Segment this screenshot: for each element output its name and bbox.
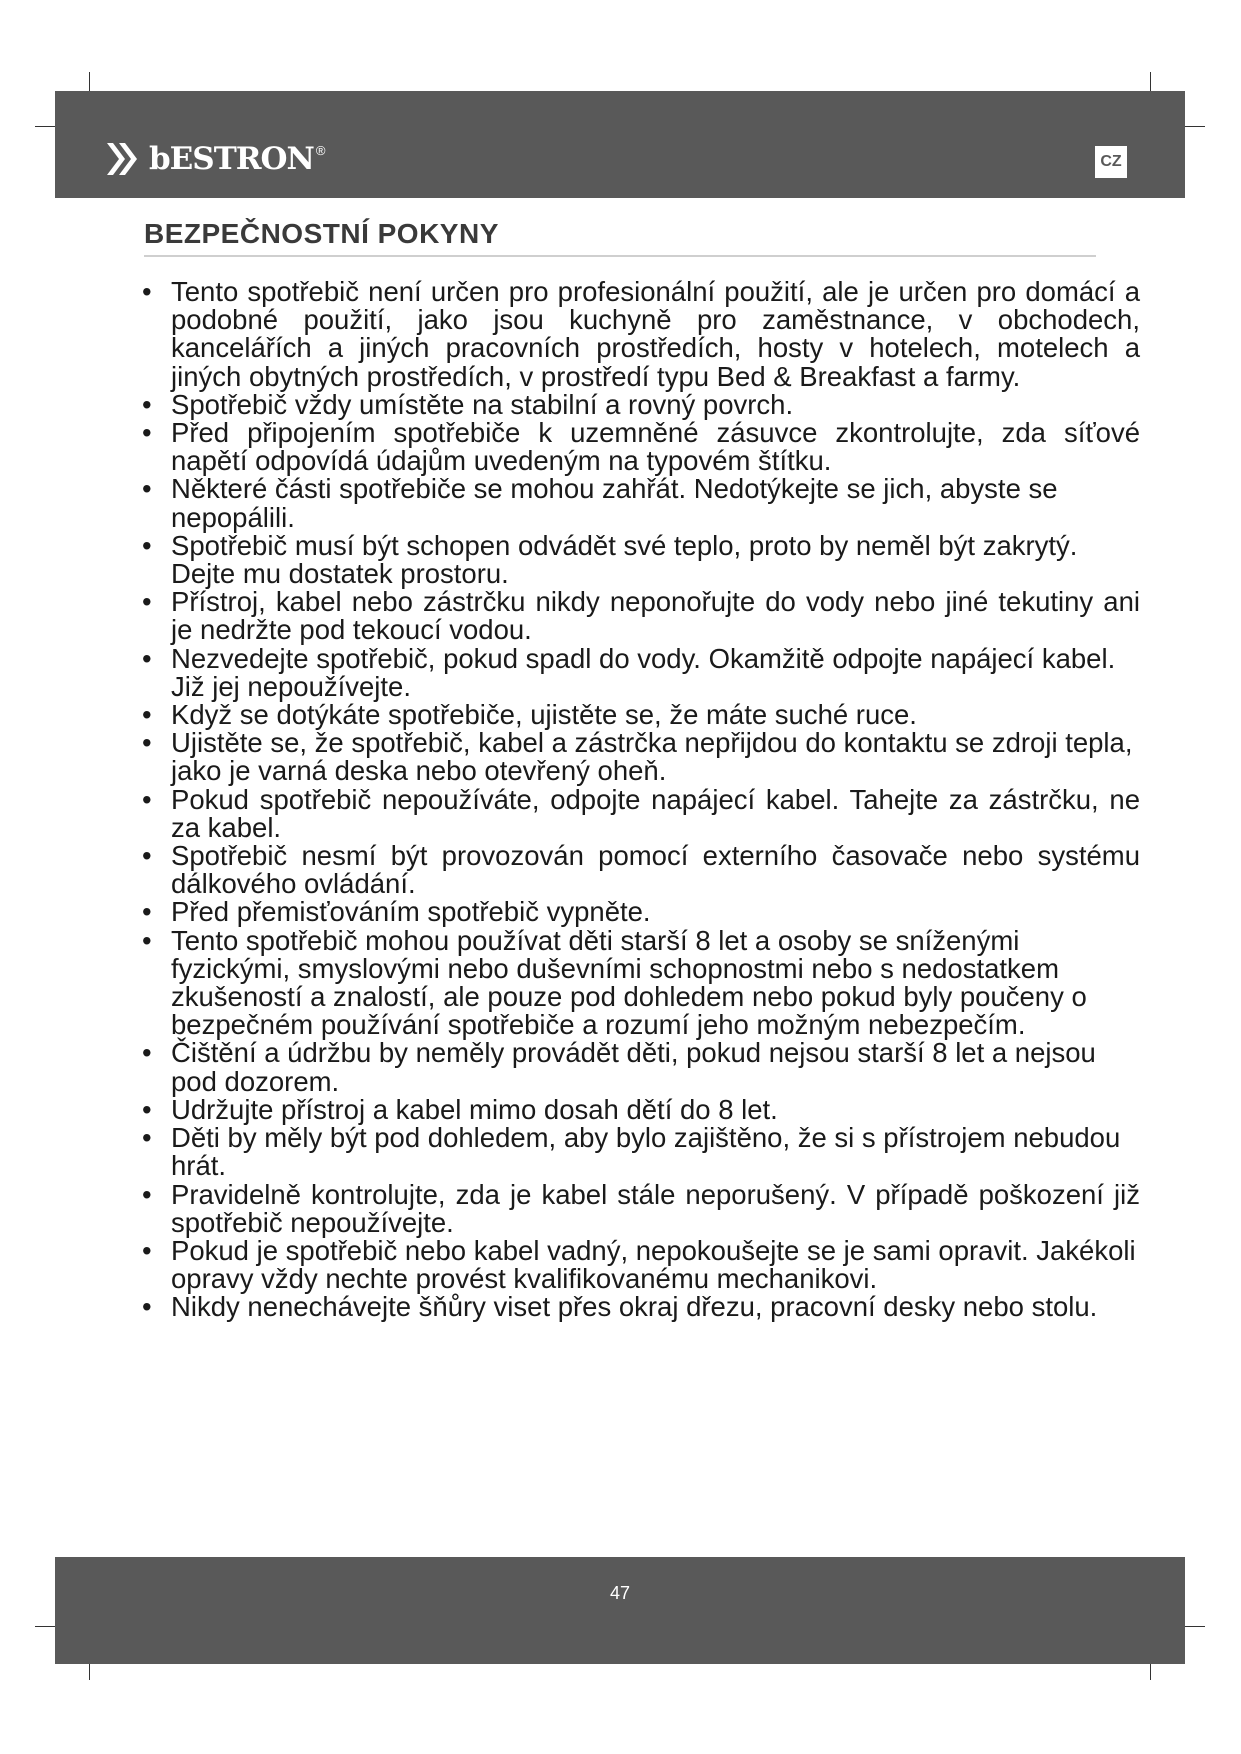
list-item: • Děti by měly být pod dohledem, aby bylo zajištěno, že si s přístrojem nebudou hrát. — [142, 1124, 1140, 1180]
list-item: • Tento spotřebič mohou používat děti starší 8 let a osoby se sníženými fyzickými, smyslovými nebo duševními schopnostmi nebo s nedostatkem zkušeností a znalostí, ale pouze pod dohledem nebo pokud byly poučeny o bezpečném používání spotřebiče a rozumí jeho možným nebezpečím. — [142, 927, 1140, 1040]
list-item: • Ujistěte se, že spotřebič, kabel a zástrčka nepřijdou do kontaktu se zdroji tepla, jako je varná deska nebo otevřený oheň. — [142, 729, 1140, 785]
list-item: • Spotřebič nesmí být provozován pomocí externího časovače nebo systému dálkového ovládání. — [142, 842, 1140, 898]
list-item: • Před připojením spotřebiče k uzemněné zásuvce zkontrolujte, zda síťové napětí odpovídá údajům uvedeným na typovém štítku. — [142, 419, 1140, 475]
list-item: • Pokud spotřebič nepoužíváte, odpojte napájecí kabel. Tahejte za zástrčku, ne za kabel. — [142, 786, 1140, 842]
list-item: • Přístroj, kabel nebo zástrčku nikdy neponořujte do vody nebo jiné tekutiny ani je nedržte pod tekoucí vodou. — [142, 588, 1140, 644]
list-item: • Některé části spotřebiče se mohou zahřát. Nedotýkejte se jich, abyste se nepopálili. — [142, 475, 1140, 531]
page-header — [55, 91, 1185, 198]
page-footer — [55, 1557, 1185, 1664]
list-item: • Když se dotýkáte spotřebiče, ujistěte se, že máte suché ruce. — [142, 701, 1140, 729]
list-item: • Nikdy nenechávejte šňůry viset přes okraj dřezu, pracovní desky nebo stolu. — [142, 1293, 1140, 1321]
list-item: • Udržujte přístroj a kabel mimo dosah dětí do 8 let. — [142, 1096, 1140, 1124]
language-badge: CZ — [1095, 146, 1127, 178]
brand-logo — [105, 141, 325, 177]
page-number: 47 — [609, 1583, 631, 1603]
list-item: • Pravidelně kontrolujte, zda je kabel stále neporušený. V případě poškození již spotřebič nepoužívejte. — [142, 1181, 1140, 1237]
list-item: • Tento spotřebič není určen pro profesionální použití, ale je určen pro domácí a podobné použití, jako jsou kuchyně pro zaměstnance, v obchodech, kancelářích a jiných pracovních prostředích, hosty v hotelech, motelech a jiných obytných prostředích, v prostředí typu Bed & Breakfast a farmy. — [142, 278, 1140, 391]
section-title: BEZPEČNOSTNÍ POKYNY — [144, 218, 499, 249]
list-item: • Před přemisťováním spotřebič vypněte. — [142, 898, 1140, 926]
safety-instructions — [142, 278, 1140, 1322]
instruction-list — [142, 278, 1140, 1322]
list-item: • Spotřebič musí být schopen odvádět své teplo, proto by neměl být zakrytý. Dejte mu dostatek prostoru. — [142, 532, 1140, 588]
chevron-logo-icon — [105, 141, 145, 177]
list-item: • Pokud je spotřebič nebo kabel vadný, nepokoušejte se je sami opravit. Jakékoli opravy vždy nechte provést kvalifikovanému mechanikovi. — [142, 1237, 1140, 1293]
list-item: • Nezvedejte spotřebič, pokud spadl do vody. Okamžitě odpojte napájecí kabel. Již jej nepoužívejte. — [142, 645, 1140, 701]
title-divider — [144, 255, 1096, 257]
registered-mark: ® — [315, 143, 326, 158]
brand-wordmark: bESTRON — [149, 141, 314, 177]
list-item: • Čištění a údržbu by neměly provádět děti, pokud nejsou starší 8 let a nejsou pod dozorem. — [142, 1039, 1140, 1095]
list-item: • Spotřebič vždy umístěte na stabilní a rovný povrch. — [142, 391, 1140, 419]
